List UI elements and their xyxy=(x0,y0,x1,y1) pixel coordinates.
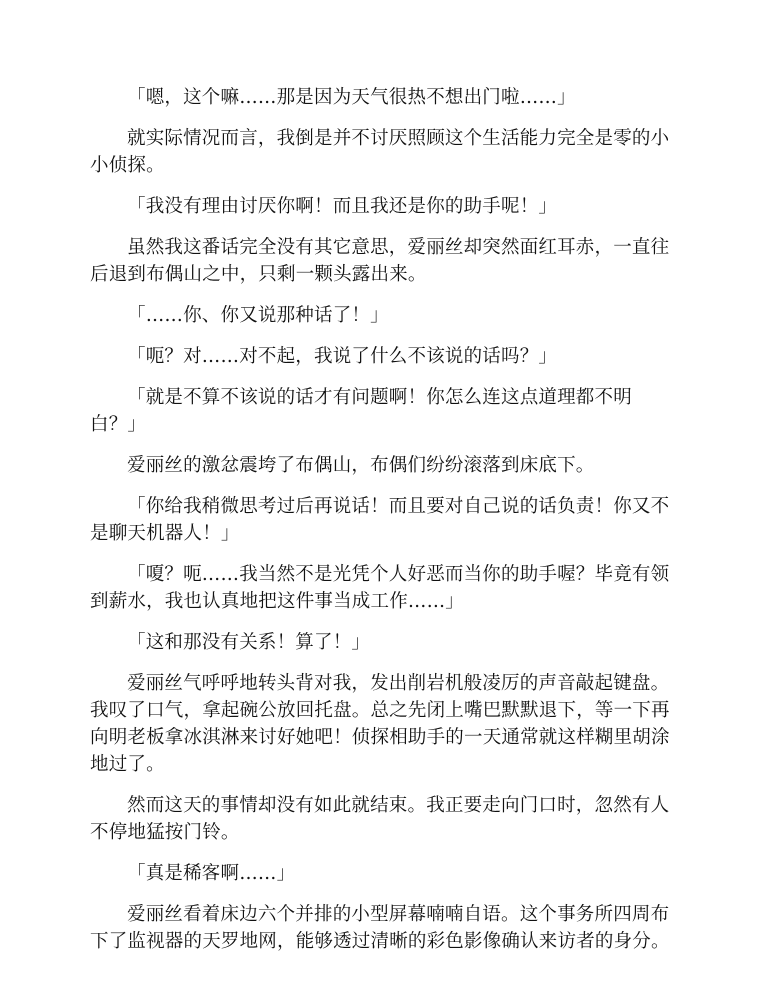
paragraph-2: 就实际情况而言，我倒是并不讨厌照顾这个生活能力完全是零的小小侦探。 xyxy=(90,128,670,176)
paragraph-10: 「嗄？呃……我当然不是光凭个人好恶而当你的助手喔？毕竟有领到薪水，我也认真地把这件事当成工作……」 xyxy=(90,564,670,612)
paragraph-4: 虽然我这番话完全没有其它意思，爱丽丝却突然面红耳赤，一直往后退到布偶山之中，只剩一颗头露出来。 xyxy=(90,237,670,285)
body-text xyxy=(90,84,675,969)
paragraph-9: 「你给我稍微思考过后再说话！而且要对自己说的话负责！你又不是聊天机器人！」 xyxy=(90,496,670,544)
paragraph-1: 「嗯，这个嘛……那是因为天气很热不想出门啦……」 xyxy=(127,87,576,108)
paragraph-5: 「……你、你又说那种话了！」 xyxy=(127,305,389,326)
paragraph-14: 「真是稀客啊……」 xyxy=(127,863,296,884)
paragraph-7: 「就是不算不该说的话才有问题啊！你怎么连这点道理都不明白？」 xyxy=(90,387,632,435)
paragraph-12: 爱丽丝气呼呼地转头背对我，发出削岩机般凌厉的声音敲起键盘。我叹了口气，拿起碗公放回托盘。总之先闭上嘴巴默默退下，等一下再向明老板拿冰淇淋来讨好她吧！侦探相助手的一天通常就这样糊里胡涂地过了。 xyxy=(90,673,670,775)
paragraph-3: 「我没有理由讨厌你啊！而且我还是你的助手呢！」 xyxy=(127,196,558,217)
paragraph-6: 「呃？对……对不起，我说了什么不该说的话吗？」 xyxy=(127,346,558,367)
paragraph-13: 然而这天的事情却没有如此就结束。我正要走向门口时，忽然有人不停地猛按门铃。 xyxy=(90,795,670,843)
paragraph-8: 爱丽丝的激忿震垮了布偶山，布偶们纷纷滚落到床底下。 xyxy=(127,455,595,476)
paragraph-15: 爱丽丝看着床边六个并排的小型屏幕喃喃自语。这个事务所四周布下了监视器的天罗地网，能够透过清晰的彩色影像确认来访者的身分。 xyxy=(90,904,670,952)
paragraph-11: 「这和那没有关系！算了！」 xyxy=(127,632,371,653)
